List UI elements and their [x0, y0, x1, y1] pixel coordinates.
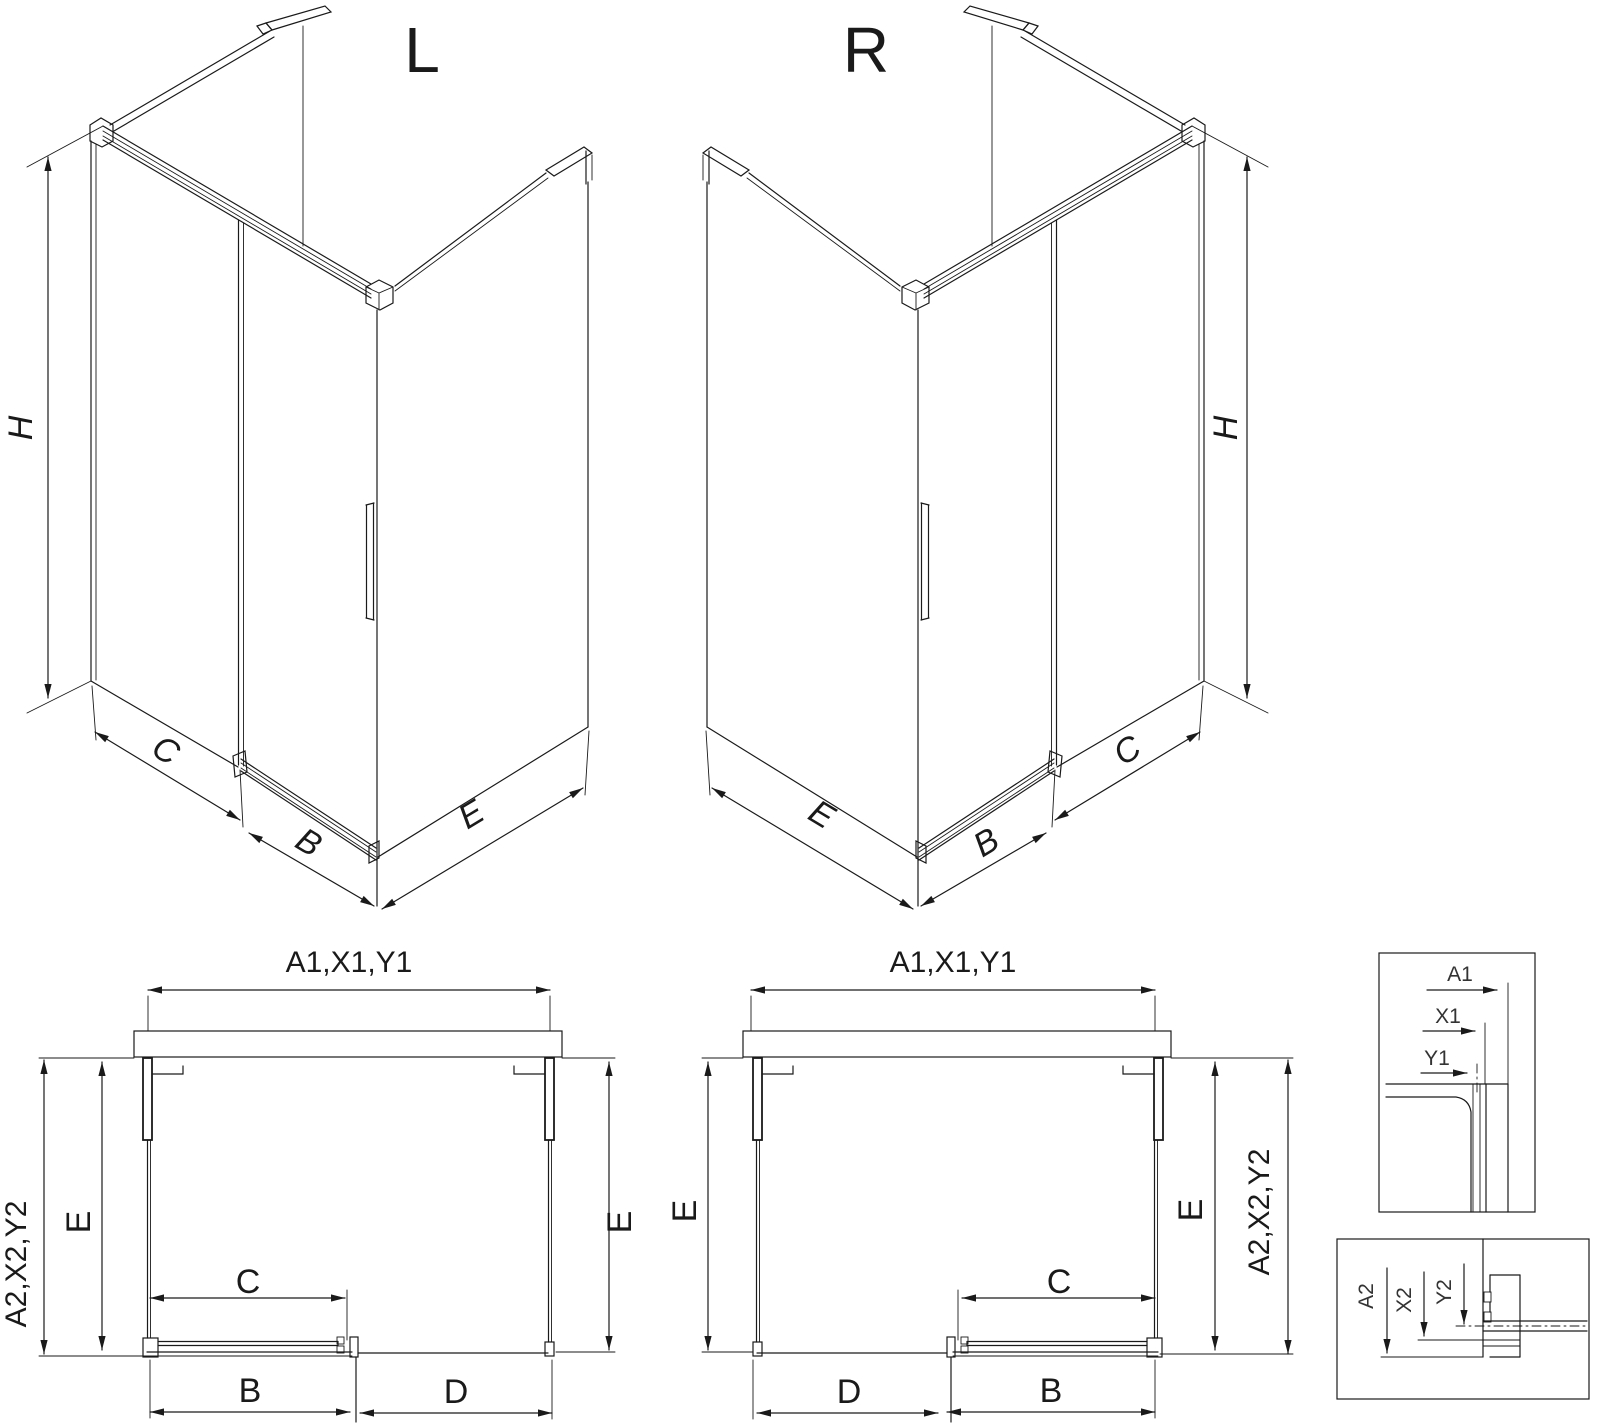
wall-hatch — [134, 1031, 562, 1057]
dim-label-h: H — [2, 415, 40, 441]
wall-profile-icon — [1154, 1058, 1163, 1140]
view-label-left: L — [404, 14, 440, 86]
detail-label-y1: Y1 — [1424, 1047, 1450, 1070]
dimension-arrowheads — [40, 157, 1497, 1417]
detail-label-y2: Y2 — [1433, 1279, 1456, 1305]
detail-view-top — [1379, 953, 1535, 1212]
dim-label-a2x2y2: A2,X2,Y2 — [0, 1200, 33, 1328]
iso-view-left — [2, 6, 592, 909]
wall-bracket-icon — [546, 147, 592, 184]
wall-profile-icon — [143, 1058, 152, 1140]
door-handle-icon — [366, 503, 374, 620]
dim-label-b: B — [1039, 1372, 1063, 1410]
wall-bracket-icon — [964, 6, 1185, 246]
wall-bracket-icon — [703, 147, 749, 184]
dimension-bottom — [706, 686, 1203, 909]
dim-label-a1x1y1: A1,X1,Y1 — [285, 946, 413, 979]
detail-label-a1: A1 — [1447, 963, 1473, 986]
dim-label-c: C — [145, 727, 186, 774]
wall-post-icon — [90, 118, 113, 147]
detail-label-a2: A2 — [1355, 1283, 1378, 1309]
wall-profile-icon — [545, 1058, 554, 1140]
dim-label-a2x2y2: A2,X2,Y2 — [1243, 1148, 1276, 1276]
plan-view-left — [0, 946, 639, 1422]
plan-view-right — [666, 946, 1293, 1422]
dim-label-e: E — [802, 792, 842, 837]
glass-section-hatch — [1473, 1084, 1480, 1212]
sliding-door-track — [143, 1337, 548, 1422]
dim-label-b: B — [238, 1372, 262, 1410]
dim-label-e-right: E — [601, 1210, 639, 1234]
dim-label-b: B — [289, 820, 329, 865]
dim-label-d: D — [836, 1373, 862, 1411]
dimension-bottom — [92, 686, 589, 909]
dim-label-c: C — [1046, 1263, 1072, 1301]
profile-section-icon — [1483, 1275, 1520, 1357]
dim-label-d: D — [443, 1373, 469, 1411]
dim-label-h: H — [1207, 415, 1245, 441]
view-label-right: R — [842, 14, 890, 86]
dim-label-e-right: E — [1172, 1198, 1210, 1222]
detail-label-x2: X2 — [1393, 1287, 1416, 1313]
wall-profile-icon — [753, 1058, 762, 1140]
dim-label-e: E — [451, 792, 491, 837]
dim-label-e-left: E — [60, 1210, 98, 1234]
wall-hatch — [743, 1031, 1171, 1057]
dim-label-b: B — [966, 820, 1006, 865]
wall-bracket-icon — [110, 6, 331, 246]
dim-label-e-left: E — [666, 1199, 704, 1223]
dim-label-a1x1y1: A1,X1,Y1 — [889, 946, 1017, 979]
dim-label-c: C — [235, 1263, 261, 1301]
iso-view-right — [703, 6, 1268, 909]
corner-post-icon — [366, 280, 393, 310]
door-handle-icon — [921, 503, 929, 620]
dim-label-c: C — [1107, 727, 1148, 774]
wall-post-icon — [1182, 118, 1205, 147]
corner-post-icon — [902, 280, 929, 310]
detail-label-x1: X1 — [1435, 1005, 1461, 1028]
